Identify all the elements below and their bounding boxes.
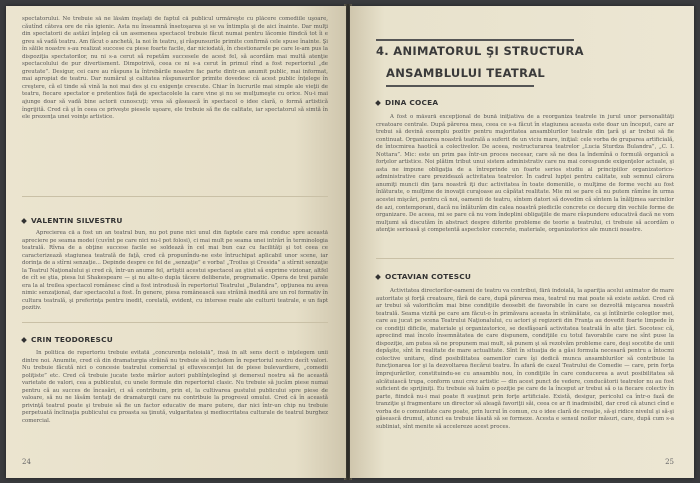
chapter-title — [376, 40, 666, 84]
section-heading — [376, 272, 471, 281]
speaker-name: OCTAVIAN COTESCU — [385, 272, 472, 281]
section-text: A fost o măsură excepţional de bună iniţiativa de a reorganiza teatrele în jurul unor personalităţi creatoare centrale. După părerea mea, ceea ce s-a făcut în stagiunea aceasta este doar un început, care ar trebui să devină exemplu pozitiv pentru majoritatea ansamblurilor teatrale din ţară şi ar trebui să fie continuat. Organizarea noastră teatrală a suferit de un viciu mare, iniţial: cele vorba de gruparea artificială, de întocmirea haotică a colectivelor. De aceea, restructurarea teatrelor „Lucia Sturdza Bulandra”, „C. I. Nottara”. Mic: este un prim pas într-un proces necesar, care să ne dea la îndemînă o formulă organică a forţelor artistice. Noi plătim tribut unui sistem administrativ care nu mai corespunde exigenţelor actuale, şi asta ne impune obligaţia de a întreprinde un foarte serios studiu al principiilor organizatorico-administrative care prezidează activitatea teatrelor. În cadrul lupţei pentru calitate, sub semnul cărora anumiţi muncii din ţara noastră iţi duc activitatea în toate domeniile, o mulţime de forme vechi au fost înlăturate, o mulţime de inovaţii curajoase au căpătat realitate. Mie mi se pare că nu putem rămîne în urma acestei mişcări, pentru că noi, oamenii de teatru, sîntem datori să dovedim că sîntem la înălţimea sarcinilor de azi, contemporani, dacă nu înlăturăm din calea noastră piedicile concrete ce decurg din vechile forme de organizare. De aceea, mi se pare că nu vom îndeplini obligaţiile de mare răspundere educativă dacă ne vom mulţumi să discutăm în abstract despre diferite probleme de teorie a teatrului, ci trebuie să acordăm o atenţie serioasă şi competentă aspectelor concrete, materiale, organizatorice ale muncii noastre. — [376, 114, 674, 234]
speaker-name: DINA COCEA — [385, 98, 439, 107]
chapter-title-line2: ANSAMBLULUI TEATRAL — [386, 66, 546, 80]
intro-paragraph: spectatorului. Ne trebuie să ne lăsăm înşelaţi de faptul că publicul urmăreşte cu plăcere comediile uşoare, căutînd câteva ore de râs igienic. Asta nu înseamnă însetoşarea şi se va întimpla şi de aici înainte. Dar mulţi din spectatorii de astăzi înţeleg că un asemenea spectacol trebuie făcut numai pentru lăcomie fiindcă tot îi e greu să vadă teatru. Am făcut o anchetă, la noi în teatru, şi răspunsurile primite confirmă cele spuse înainte. Şi în sălile noastre s-au realizat succese cu piese foarte facile, dar niciodată, în chestionarele pe care le-am pus la dispoziţia spectatorilor, nu ni s-a cerut să repetăm succesele de acest fel, să acordăm mai multă atenţie spectacolului de pur divertisment. Dimpotrivă, ceea ce ni s-a cerut în primul rînd a fost repertoriul „de greutate”. Desigur, cei care au răspuns la întrebările noastre fac parte dintr-un anumit public, mai informat, mai apropiat de teatru. Dar numărul şi calitatea răspunsurilor primite dovedesc că acest public înţelege în creştere, că el tinde să vină la noi mai des şi cu exigenţe crescute. Chiar în lucrurile mai simple ale vieţii de teatru, fiecare spectator e pretentios faţă de spectacolele la care vine şi nu se mulţumeşte cu orice. Nu-i mai ajunge doar să vadă bine actorii cunoscuţi; vrea să găsească în spectacol o idee clară, o formă artistică îngrijită. Cred că şi în ceea ce priveşte piesele uşoare, ele trebuie să fie de calitate, iar spectatorul să simtă în ele prezenţa unei voinţe artistice. — [22, 16, 328, 121]
section-text: Activitatea directorilor-oameni de teatru va contribui, fără îndoială, la apariţia acelui animator de mare autoritate şi forţă creatoare, fără de care, după părerea mea, teatrul nu mai poate să existe astăzi. Cred că ar trebui să valorificăm mai bine condiţiile deosebit de favorabile în care se dezvoltă mişcarea noastră teatrală. Seama vizită pe care am făcut-o în primăvara aceasta în străinătate, ca şi întîlnirile colegilor mei, care au jucat pe scena Teatrului Naţionalului, cu actori şi regizorii din Franţa au dovedit foarte limpede în ce condiţii dificile, materiale şi organizatorice, se desfăşoară activitatea teatrală în alte ţări. Socotesc că, apreciind mai încolo însemnătatea de care dispunem, condiţiile cu totul favorabile care ne sînt puse la dispoziţie, am putea să ne propunem mai mult, să punem şi să rezolvăm probleme care, deşi socotite de unii depăşite, sînt în realitate de mare actualitate. Sînt în situaţia de a găsi formula necesară pentru a întocmi colective unitare, dînd posibilitatea oamenilor care îşi dedică munca ansamblurilor să contribuie la funcţionarea lor şi la dezvoltarea fiecărui teatru. În afară de cazul Teatrului de Comedie — care, prin forţa împrejurărilor, constituindu-se cu ansamblu nou, în condiţiile în care conducerea a avut posibilitatea să alcătuiască trupa, conform unui crez artistic — din acest punct de vedere, conducătorii teatrelor nu au fost suficient de sprijiniţi. Eu trebuie să luăm o poziţie pe care de la început ar trebui să o ia fiecare colectiv în parte, fiindcă nu-i mai poate fi susţinut prin forţe artificiale. Există, desigur, pericolul ca într-o fază de tranziţie şi fragmentare un director să aleagă favoriţii săi, ceea ce ar fi inadmisibil, dar cred că atunci cînd e vorba de o comunitate care poate, prin lucrul în comun, cu o idee clară de creaţie, să-şi ridice nivelul şi să-şi găsească drumul, atunci ea trebuie lăsată să se formeze. Acesta e sensul noilor măsuri, care, după cum s-a subliniat, sînt menite să accelereze acest proces. — [376, 288, 674, 430]
left-page — [6, 6, 346, 478]
section-heading — [22, 216, 123, 225]
section-heading — [22, 335, 113, 344]
diamond-bullet-icon — [375, 100, 381, 106]
section-text: În politica de repertoriu trebuie evitată „concurenţa neloială”, însă în alt sens decît o înţelegem unii dintre noi. Anumite, cred că din dramaturgia străină nu trebuie să includem în repertoriul nostru decît valori. Nu trebuie făcută nici o concesie teatrului comercial şi efluvescenţei lui de piese bulevardiere, „comedii poliţiste” etc. Cred că trebuie jucate texte mărlor autori publiînţelegînd şi demersul nostru să fie această varietate de valori, cea a publicului, cu unele formule din repertoriul clasic. Nu trebuie să jucăm piese numai pentru că au succes de încasări, ci să contribuim, prin el, la cultivarea gustului publicului spre piese de valoare, să nu ne lăsăm tentaţi de dramaturgii care nu contribuie la progresul omului. Cred că în această privinţă teatrul poate şi trebuie să fie un factor educativ de mare putere, dar nici într-un chip nu trebuie perpetuată înclinaţia publicului cu proasta sa ţinută, vulgaritatea şi mediocritatea culturale de teatrul burghez comercial. — [22, 350, 328, 424]
right-page — [350, 6, 694, 478]
page-number: 24 — [22, 458, 31, 466]
section-divider — [22, 322, 328, 323]
speaker-name: CRIN TEODORESCU — [31, 335, 113, 344]
diamond-bullet-icon — [21, 218, 27, 224]
section-heading — [376, 98, 438, 107]
diamond-bullet-icon — [375, 274, 381, 280]
chapter-title-line1: 4. ANIMATORUL ŞI STRUCTURA — [376, 44, 584, 58]
section-text: Aprecierea că a fost un an teatral bun, nu pot pune nici unul din faptele care mă conduc spre această apreciere pe seama modei (cuvînt pe care nici nu-l pot folosi), ci mai mult pe seama unei intrări în terminologia teatrală. Rîvna de a obţine succese facile se soldează în cel mai bun caz cu facilităţi şi tot ceea ce caracterizează stagiunea teatrală de faţă, cred că propunîndu-ne este întruchipat aplicabil unor scene, iar dorinţa de a stîrni senzaţie... Depinde despre ce fel de „senzaţie” e vorba! „Troilus şi Cresida” a stîrnit senzaţie la Teatrul Naţionalului şi cred că, într-un anume fel, artiştii acestui spectacol au ştiut să exprime vizionar, altfel de cît se ştia, piesa lui Shakespeare — şi nu alte-o dupla tăcere deliberate, programatic. Opera de trei parale era la al treilea spectacol românesc cînd a fost introdusă în repertoriul Teatrului „Bulandra”, opţiunea nu avea nimic senzaţional, dar spectacolul a fost. În genere, piesa românească sau străină inedită are un rol formativ în cultura teatrală, şi preferinţa pentru inedit, corelată, evident, cu interese reale ale culturii teatrale, e un fapt pozitiv. — [22, 230, 328, 312]
page-number: 25 — [665, 458, 674, 466]
diamond-bullet-icon — [21, 337, 27, 343]
chapter-rule-bottom — [386, 85, 534, 87]
speaker-name: VALENTIN SILVESTRU — [31, 216, 123, 225]
section-divider — [376, 258, 674, 259]
section-divider — [22, 196, 328, 197]
